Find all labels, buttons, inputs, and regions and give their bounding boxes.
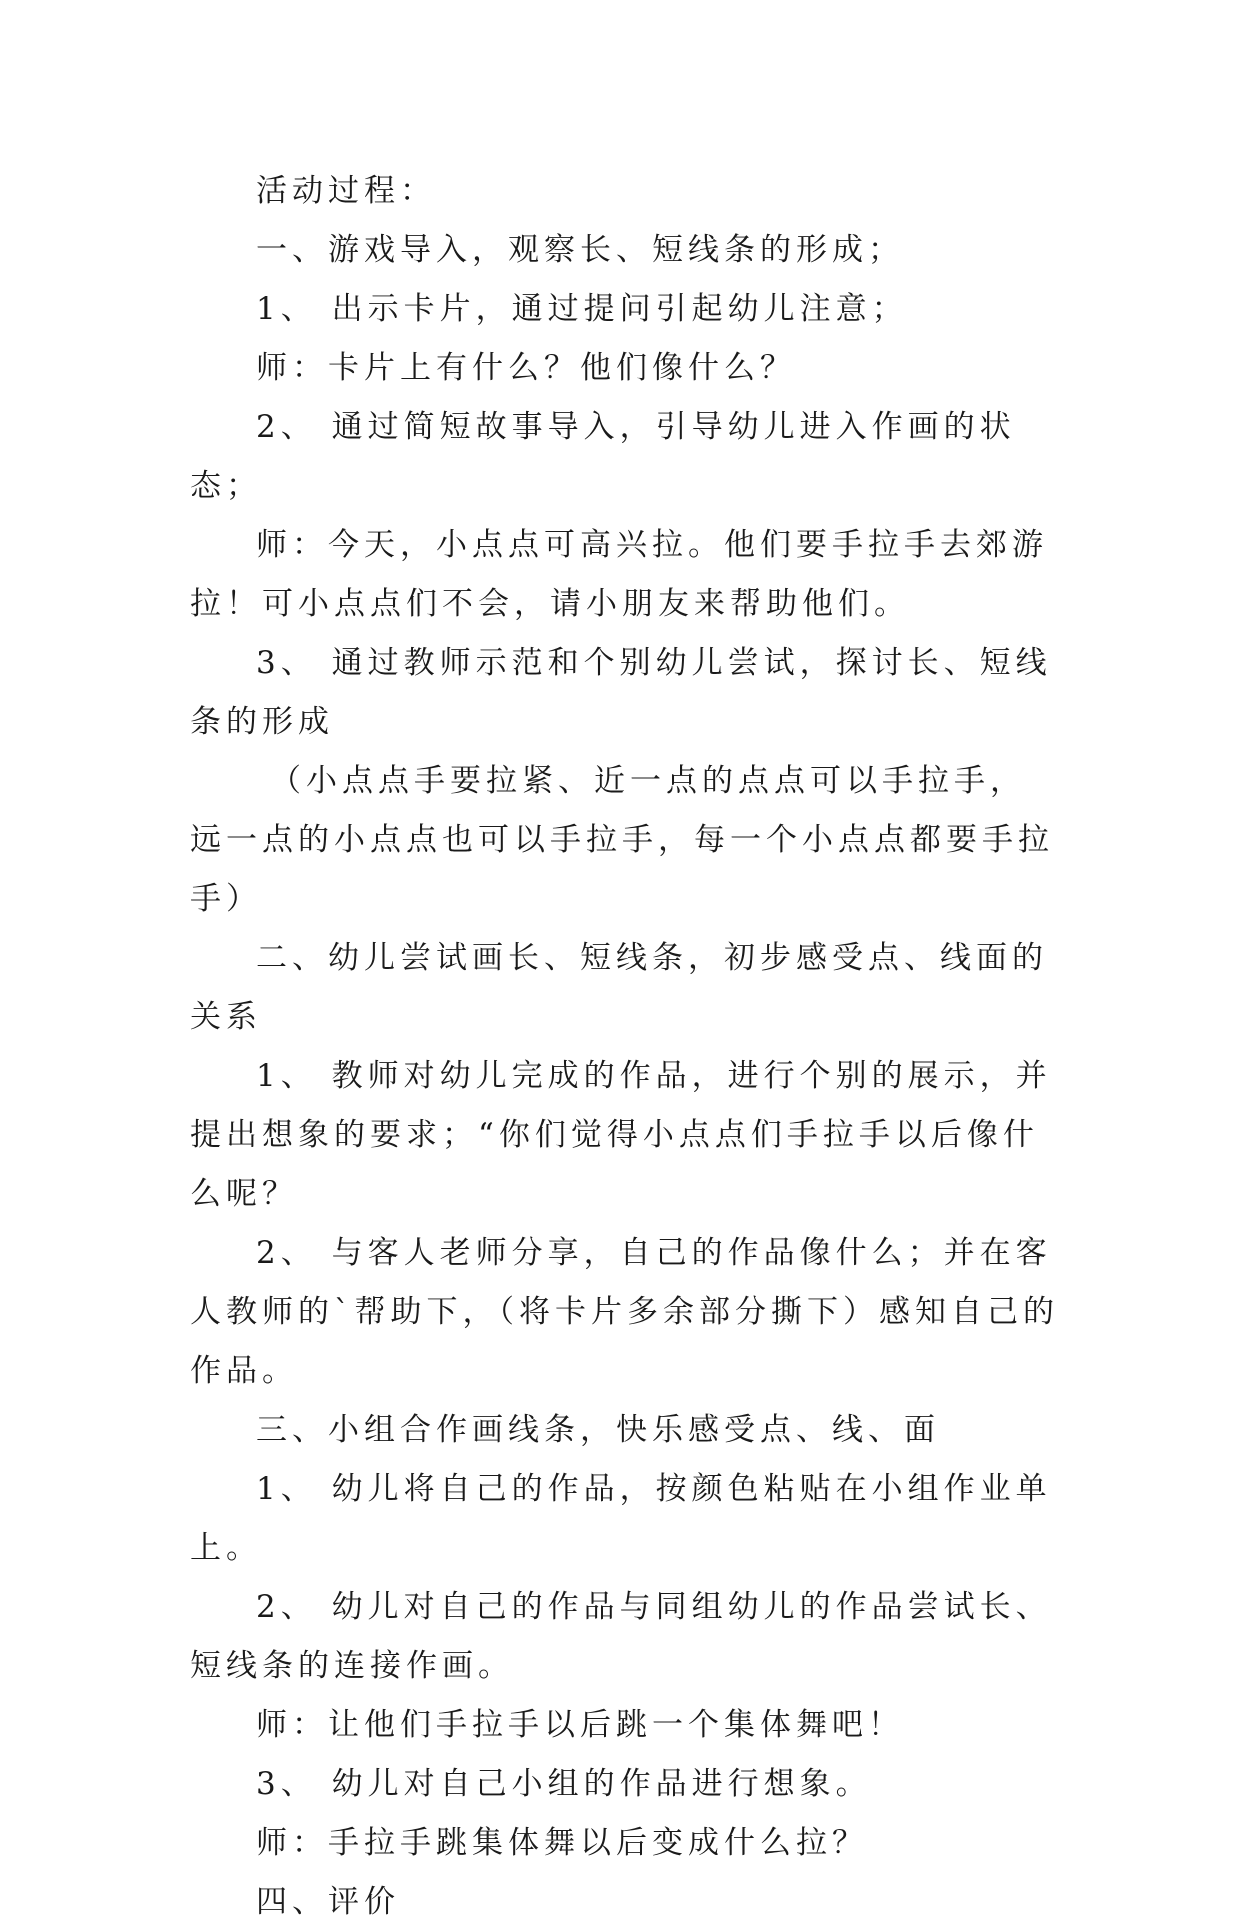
paragraph-step-1-1: 1、 出示卡片，通过提问引起幼儿注意；	[256, 291, 908, 327]
paragraph-step-3-3: 3、 幼儿对自己小组的作品进行想象。	[256, 1766, 872, 1802]
paragraph-teacher-question-1: 师：卡片上有什么？他们像什么？	[256, 350, 796, 386]
paragraph-step-1-3: 3、 通过教师示范和个别幼儿尝试，探讨长、短线条的形成	[190, 645, 1052, 740]
paragraph-step-3-2: 2、 幼儿对自己的作品与同组幼儿的作品尝试长、短线条的连接作画。	[190, 1589, 1052, 1684]
paragraph-section-two: 二、幼儿尝试画长、短线条，初步感受点、线面的关系	[190, 940, 1048, 1035]
paragraph-step-2-1: 1、 教师对幼儿完成的作品，进行个别的展示，并提出想象的要求；“你们觉得小点点们手拉手以后像什么呢？	[190, 1058, 1052, 1212]
paragraph-section-three: 三、小组合作画线条，快乐感受点、线、面	[256, 1412, 940, 1448]
paragraph-step-2-2: 2、 与客人老师分享，自己的作品像什么；并在客人教师的`帮助下，（将卡片多余部分撕下）感知自己的作品。	[190, 1235, 1059, 1389]
paragraph-section-four: 四、评价	[256, 1884, 400, 1920]
paragraph-step-3-1: 1、 幼儿将自己的作品，按颜色粘贴在小组作业单上。	[190, 1471, 1052, 1566]
paragraph-note: （小点点手要拉紧、近一点的点点可以手拉手，远一点的小点点也可以手拉手，每一个小点点都要手拉手）	[190, 763, 1054, 917]
document-body	[190, 162, 1060, 1932]
paragraph-teacher-dance: 师：让他们手拉手以后跳一个集体舞吧！	[256, 1707, 904, 1743]
paragraph-step-1-2: 2、 通过简短故事导入，引导幼儿进入作画的状态；	[190, 409, 1016, 504]
paragraph-teacher-story: 师：今天，小点点可高兴拉。他们要手拉手去郊游拉！可小点点们不会，请小朋友来帮助他们。	[190, 527, 1048, 622]
paragraph-activity-process: 活动过程：	[256, 173, 436, 209]
paragraph-teacher-transform: 师：手拉手跳集体舞以后变成什么拉？	[256, 1825, 868, 1861]
paragraph-section-one: 一、游戏导入，观察长、短线条的形成；	[256, 232, 904, 268]
